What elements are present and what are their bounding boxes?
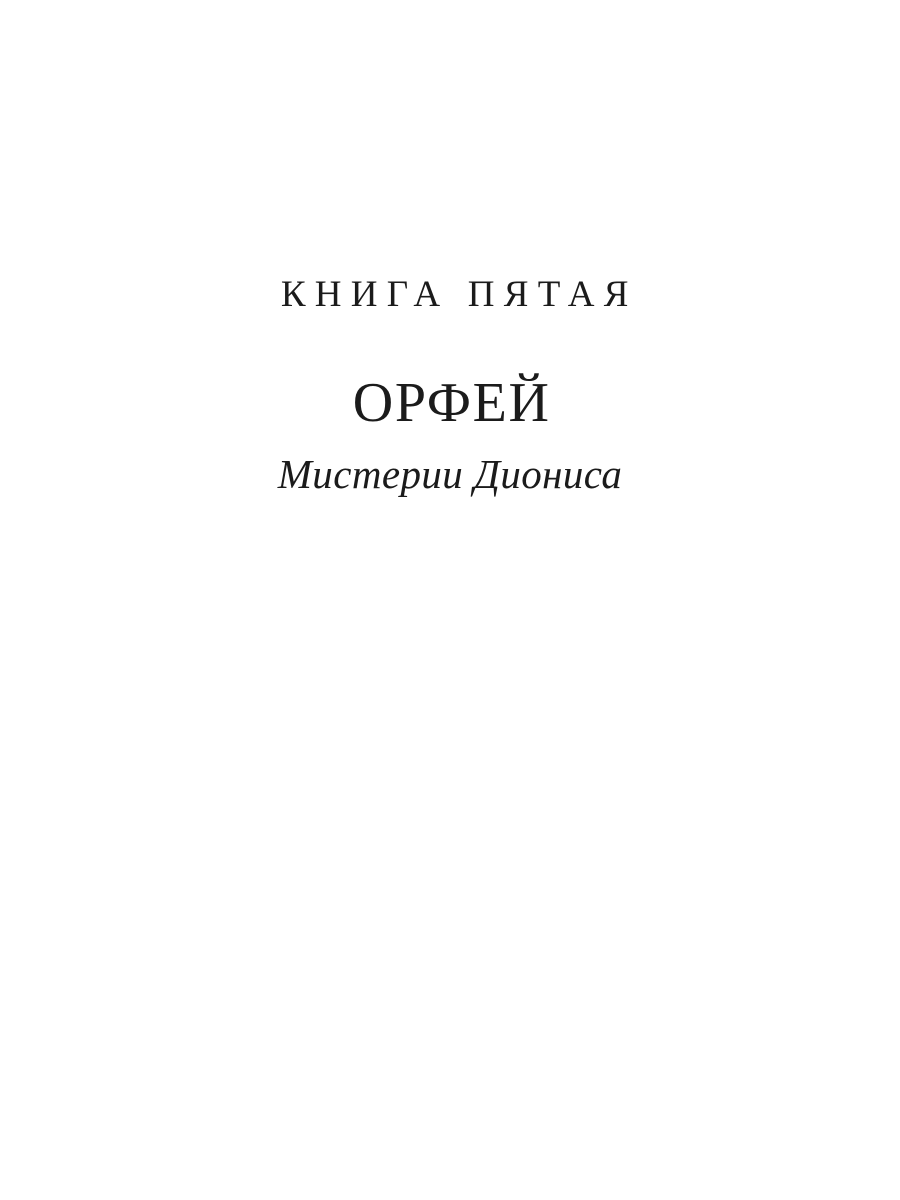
book-title: ОРФЕЙ [352,372,551,434]
book-subtitle: Мистерии Диониса [277,451,623,497]
book-part-label: КНИГА ПЯТАЯ [280,274,638,315]
